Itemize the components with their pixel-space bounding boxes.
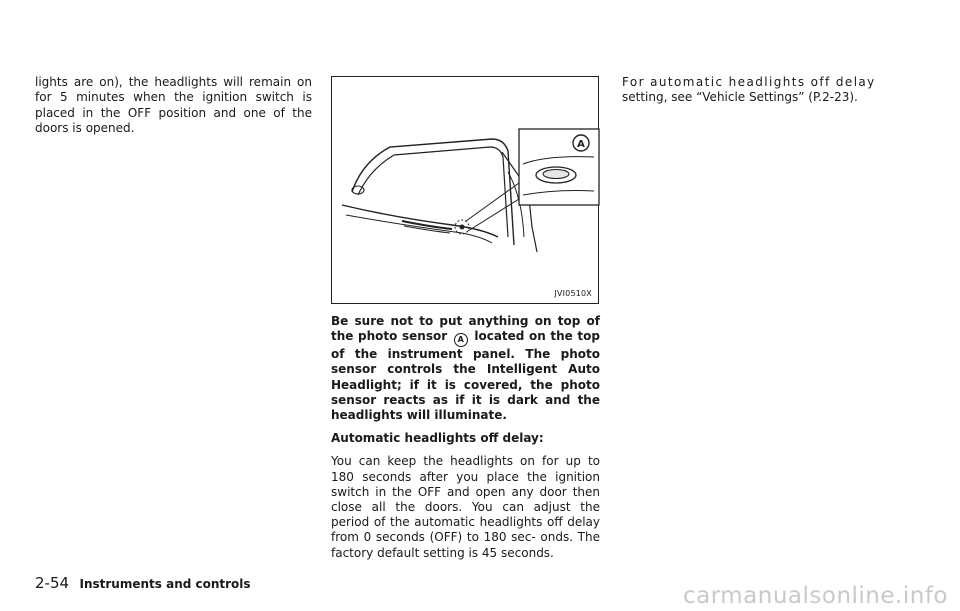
left-column — [35, 75, 312, 137]
middle-column — [331, 314, 600, 561]
delay-paragraph: You can keep the headlights on for up to 180 seconds after you place the ignition switch in the OFF and open any door then close all the doors. You can adjust the period of the automatic headlights off delay from 0 seconds (OFF) to 180 sec- onds. The factory default setting is 45 seconds. — [331, 454, 600, 560]
warning-text-start: Be sure not to put anything on top of the photo sensor — [331, 314, 600, 344]
callout-a-label: A — [577, 139, 585, 150]
section-title: Instruments and controls — [79, 577, 251, 591]
page-number: 2-54 — [35, 574, 70, 592]
photo-sensor-warning — [331, 314, 600, 423]
figure-code: JVI0510X — [554, 289, 592, 298]
right-line-2: setting, see “Vehicle Settings” (P.2-23). — [622, 90, 858, 105]
sensor-a-icon: A — [454, 333, 468, 347]
right-line-1: For automatic headlights off delay — [622, 75, 876, 89]
windshield-illustration — [332, 77, 600, 305]
section-heading: Automatic headlights off delay: — [331, 431, 544, 446]
right-column — [622, 75, 899, 106]
photo-sensor-figure — [331, 76, 599, 304]
warning-text-end: located on the top of the instrument panel. The photo sensor controls the Intelligent Auto Headlight; if it is covered, the photo sensor reacts as if it is dark and the headlights will illuminate. — [331, 329, 600, 423]
page-footer — [35, 574, 251, 592]
left-paragraph: lights are on), the headlights will remain on for 5 minutes when the ignition switch is placed in the OFF position and one of the doors is opened. — [35, 75, 312, 136]
watermark: carmanualsonline.info — [682, 583, 948, 609]
